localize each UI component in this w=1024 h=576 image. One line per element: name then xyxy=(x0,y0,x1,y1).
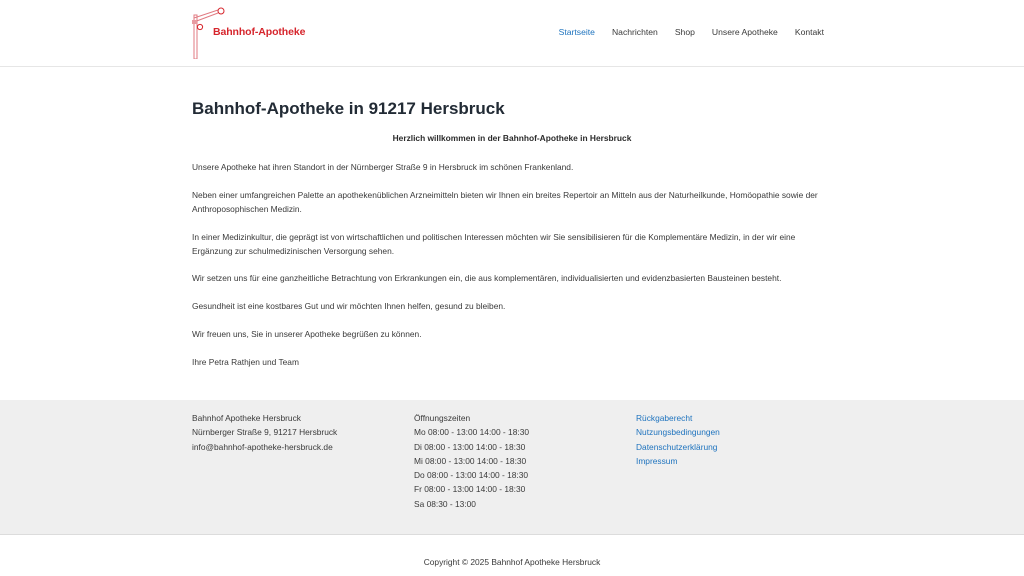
copyright-notice: Copyright © 2025 Bahnhof Apotheke Hersbruck xyxy=(423,557,601,567)
paragraph-repertoire: Neben einer umfangreichen Palette an apothekenüblichen Arzneimitteln bieten wir Ihnen ein breites Repertoir an Mitteln aus der Naturheilkunde, Homöopathie sowie der Anthroposophischen Medizin. xyxy=(192,190,818,214)
nav-item-kontakt[interactable]: Kontakt xyxy=(794,27,824,37)
link-datenschutzerklaerung[interactable]: Datenschutzerklärung xyxy=(636,441,718,452)
logo-text: Bahnhof-Apotheke xyxy=(213,26,306,38)
paragraph-signature: Ihre Petra Rathjen und Team xyxy=(192,357,299,367)
paragraph-medicine-culture: In einer Medizinkultur, die geprägt ist von wirtschaftlichen und politischen Interessen möchten wir Sie sensibilisieren für die Komplementäre Medizin, in der wir eine Ergänzung zur schulmedizinischen Versorgung sehen. xyxy=(192,232,796,256)
footer-opening-hours xyxy=(414,411,529,511)
opening-hours-row: Mo 08:00 - 13:00 14:00 - 18:30 xyxy=(414,427,530,438)
opening-hours-row: Do 08:00 - 13:00 14:00 - 18:30 xyxy=(414,470,529,481)
footer-company-name: Bahnhof Apotheke Hersbruck xyxy=(192,413,301,423)
opening-hours-row: Di 08:00 - 13:00 14:00 - 18:30 xyxy=(414,441,526,452)
opening-hours-title: Öffnungszeiten xyxy=(414,413,471,423)
paragraph-welcome-visit: Wir freuen uns, Sie in unserer Apotheke begrüßen zu können. xyxy=(192,329,422,339)
site-footer xyxy=(0,400,1024,535)
main-navigation xyxy=(542,27,824,37)
page-title: Bahnhof-Apotheke in 91217 Hersbruck xyxy=(192,99,505,118)
paragraph-location: Unsere Apotheke hat ihren Standort in der Nürnberger Straße 9 in Hersbruck im schönen Frankenland. xyxy=(192,162,574,172)
paragraph-health: Gesundheit ist eine kostbares Gut und wir möchten Ihnen helfen, gesund zu bleiben. xyxy=(192,301,506,311)
welcome-heading: Herzlich willkommen in der Bahnhof-Apotheke in Hersbruck xyxy=(392,133,632,143)
opening-hours-row: Fr 08:00 - 13:00 14:00 - 18:30 xyxy=(414,484,526,495)
nav-item-unsere-apotheke[interactable]: Unsere Apotheke xyxy=(711,27,778,37)
site-header xyxy=(0,0,1024,67)
nav-item-startseite[interactable]: Startseite xyxy=(558,27,595,37)
nav-item-shop[interactable]: Shop xyxy=(674,27,695,37)
link-impressum[interactable]: Impressum xyxy=(636,455,678,466)
site-logo[interactable] xyxy=(191,7,306,59)
footer-legal-links xyxy=(636,411,720,468)
paragraph-holistic: Wir setzen uns für eine ganzheitliche Betrachtung von Erkrankungen ein, die aus komplementären, individualisierten und evidenzbasierten Bausteinen besteht. xyxy=(192,273,782,283)
footer-email: info@bahnhof-apotheke-hersbruck.de xyxy=(192,441,333,452)
link-nutzungsbedingungen[interactable]: Nutzungsbedingungen xyxy=(636,427,720,438)
footer-street: Nürnberger Straße 9, 91217 Hersbruck xyxy=(192,427,338,438)
link-rueckgaberecht[interactable]: Rückgaberecht xyxy=(636,413,693,423)
footer-address xyxy=(192,411,337,454)
opening-hours-row: Sa 08:30 - 13:00 xyxy=(414,498,476,509)
opening-hours-row: Mi 08:00 - 13:00 14:00 - 18:30 xyxy=(414,455,527,466)
nav-item-nachrichten[interactable]: Nachrichten xyxy=(611,27,658,37)
